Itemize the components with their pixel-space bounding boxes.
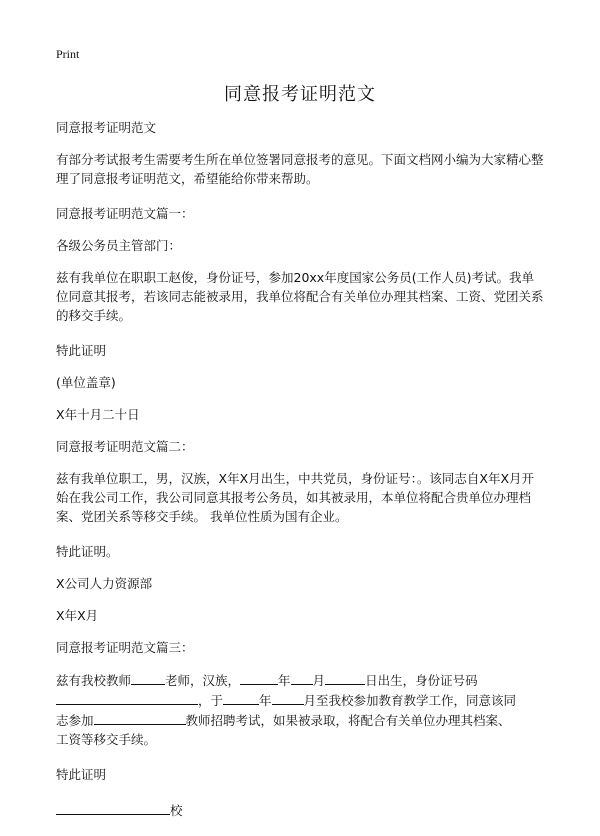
section-three-line-2 bbox=[56, 690, 546, 710]
intro-paragraph: 有部分考试报考生需要考生所在单位签署同意报考的意见。下面文档网小编为大家精心整理了同意报考证明范文，希望能给你带来帮助。 bbox=[56, 152, 544, 186]
text-segment: 月至我校参加教育教学工作，同意该同 bbox=[303, 693, 517, 708]
section-one-seal: (单位盖章) bbox=[56, 375, 116, 390]
text-segment: 月 bbox=[312, 673, 326, 688]
section-three-signer bbox=[56, 800, 546, 820]
section-three-line-4: 工资等移交手续。 bbox=[56, 732, 157, 747]
blank-birth-day bbox=[325, 670, 365, 685]
section-one-salutation: 各级公务员主管部门： bbox=[56, 238, 182, 253]
section-three-heading: 同意报考证明范文篇三： bbox=[56, 640, 194, 655]
section-one-heading: 同意报考证明范文篇一： bbox=[56, 206, 194, 221]
print-link[interactable]: Print bbox=[56, 47, 80, 61]
section-three-line-3 bbox=[56, 710, 546, 730]
text-segment: 日出生，身份证号码 bbox=[365, 673, 478, 688]
page-title: 同意报考证明范文 bbox=[224, 84, 376, 105]
blank-school-name bbox=[56, 800, 170, 815]
blank-start-year bbox=[223, 690, 259, 705]
intro-heading: 同意报考证明范文 bbox=[56, 120, 157, 135]
blank-id-number bbox=[56, 690, 198, 705]
section-one-certify: 特此证明 bbox=[56, 343, 107, 358]
section-two-certify: 特此证明。 bbox=[56, 544, 119, 559]
section-two-heading: 同意报考证明范文篇二： bbox=[56, 439, 194, 454]
text-segment: 年 bbox=[259, 693, 272, 708]
section-three-line-1 bbox=[56, 670, 546, 690]
blank-birth-year bbox=[240, 670, 278, 685]
section-two-signer: X公司人力资源部 bbox=[56, 576, 153, 591]
document-body bbox=[56, 118, 546, 836]
text-segment: 教师招聘考试，如果被录取，将配合有关单位办理其档案、 bbox=[185, 713, 511, 728]
section-three-certify: 特此证明 bbox=[56, 767, 107, 782]
text-segment: 志参加 bbox=[56, 713, 94, 728]
section-two-body: 兹有我单位职工，男，汉族，X年X月出生，中共党员，身份证号：。该同志自X年X月开始在我公司工作，我公司同意其报考公务员，如其被录用，本单位将配合贵单位办理档案、党团关系等移交手续。 我单位性质为国有企业。 bbox=[56, 471, 535, 524]
text-segment: 年 bbox=[278, 673, 291, 688]
school-suffix: 校 bbox=[170, 803, 183, 818]
section-three-body bbox=[56, 670, 546, 749]
text-segment: 老师，汉族， bbox=[165, 673, 241, 688]
section-one-date: X年十月二十日 bbox=[56, 407, 140, 422]
section-one-body: 兹有我单位在职职工赵俊，身份证号，参加20xx年度国家公务员(工作人员)考试。我单位同意其报考，若该同志能被录用，我单位将配合有关单位办理其档案、工资、党团关系的移交手续。 bbox=[56, 270, 544, 323]
blank-birth-month bbox=[291, 670, 313, 685]
section-two-date: X年X月 bbox=[56, 608, 99, 623]
blank-start-month bbox=[272, 690, 304, 705]
blank-teacher-name bbox=[131, 670, 165, 685]
blank-exam-name bbox=[94, 710, 186, 725]
text-segment: 兹有我校教师 bbox=[56, 673, 132, 688]
text-segment: ，于 bbox=[198, 693, 224, 708]
